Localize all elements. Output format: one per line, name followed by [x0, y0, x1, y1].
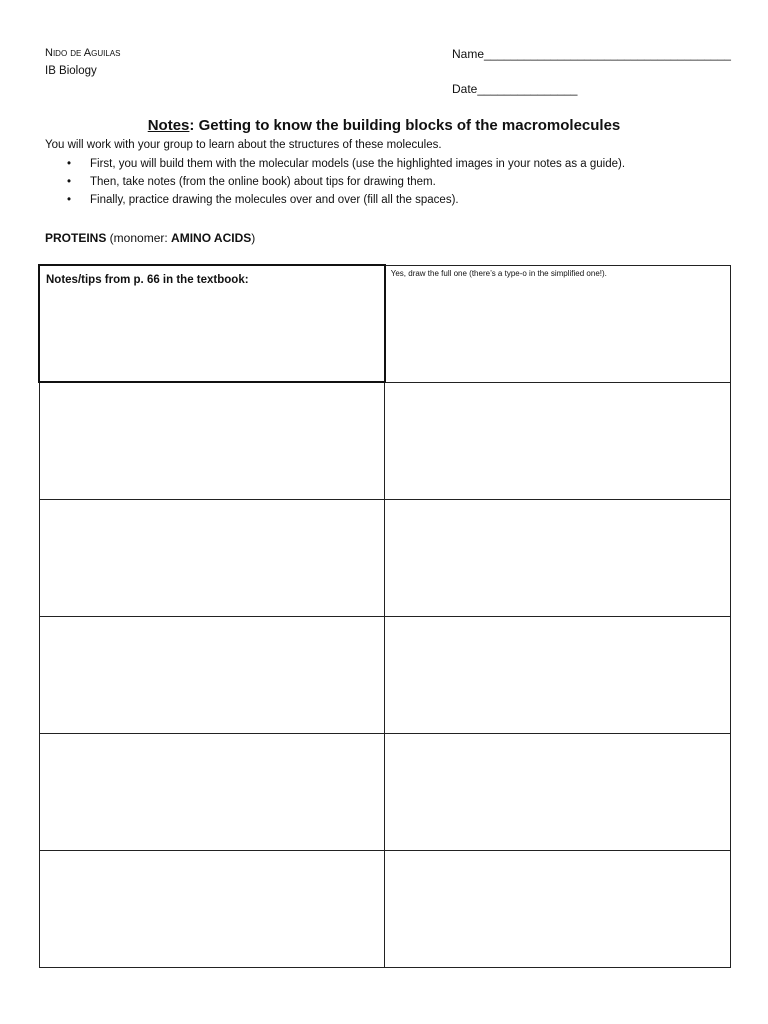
notes-box[interactable]	[39, 265, 385, 382]
notes-label: Notes/tips from p. 66 in the textbook:	[46, 274, 249, 286]
drawing-box[interactable]	[385, 265, 731, 382]
grid-row	[39, 733, 731, 850]
intro-text: You will work with your group to learn about the structures of these molecules.	[45, 139, 442, 151]
drawing-box[interactable]	[385, 733, 731, 850]
course-name: IB Biology	[45, 65, 97, 77]
grid-row	[39, 265, 731, 382]
grid-row	[39, 850, 731, 967]
instruction-text: Then, take notes (from the online book) about tips for drawing them.	[90, 176, 436, 188]
grid-row	[39, 382, 731, 499]
section-monomer: AMINO ACIDS	[171, 231, 252, 245]
title-prefix: Notes	[147, 117, 190, 134]
name-field[interactable]: Name_____________________________________	[452, 47, 731, 61]
date-field[interactable]: Date_______________	[452, 82, 578, 96]
title-text: : Getting to know the building blocks of the macromolecules	[189, 117, 621, 134]
instruction-item	[67, 156, 625, 174]
drawing-grid	[38, 264, 731, 968]
section-paren-close: )	[251, 231, 256, 245]
bullet-icon: •	[67, 176, 72, 188]
drawing-box[interactable]	[39, 499, 385, 616]
drawing-box[interactable]	[39, 382, 385, 499]
drawing-box[interactable]	[39, 850, 385, 967]
grid-row	[39, 499, 731, 616]
school-name: Nido de Aguilas	[45, 47, 121, 59]
instruction-item	[67, 174, 625, 192]
instruction-text: First, you will build them with the molecular models (use the highlighted images in your notes as a guide).	[90, 158, 626, 170]
drawing-box[interactable]	[385, 382, 731, 499]
section-paren-open: (monomer:	[106, 231, 172, 245]
drawing-hint: Yes, draw the full one (there’s a type-o in the simplified one!).	[390, 268, 607, 278]
drawing-box[interactable]	[385, 850, 731, 967]
instruction-text: Finally, practice drawing the molecules over and over (fill all the spaces).	[90, 194, 459, 206]
drawing-box[interactable]	[385, 616, 731, 733]
bullet-icon: •	[67, 194, 72, 206]
drawing-box[interactable]	[39, 733, 385, 850]
instruction-item	[67, 192, 625, 210]
drawing-box[interactable]	[385, 499, 731, 616]
page-title	[0, 117, 768, 134]
bullet-icon: •	[67, 158, 72, 170]
instruction-list	[67, 156, 625, 210]
section-name: PROTEINS	[45, 231, 107, 245]
drawing-box[interactable]	[39, 616, 385, 733]
grid-row	[39, 616, 731, 733]
section-heading	[45, 231, 255, 245]
